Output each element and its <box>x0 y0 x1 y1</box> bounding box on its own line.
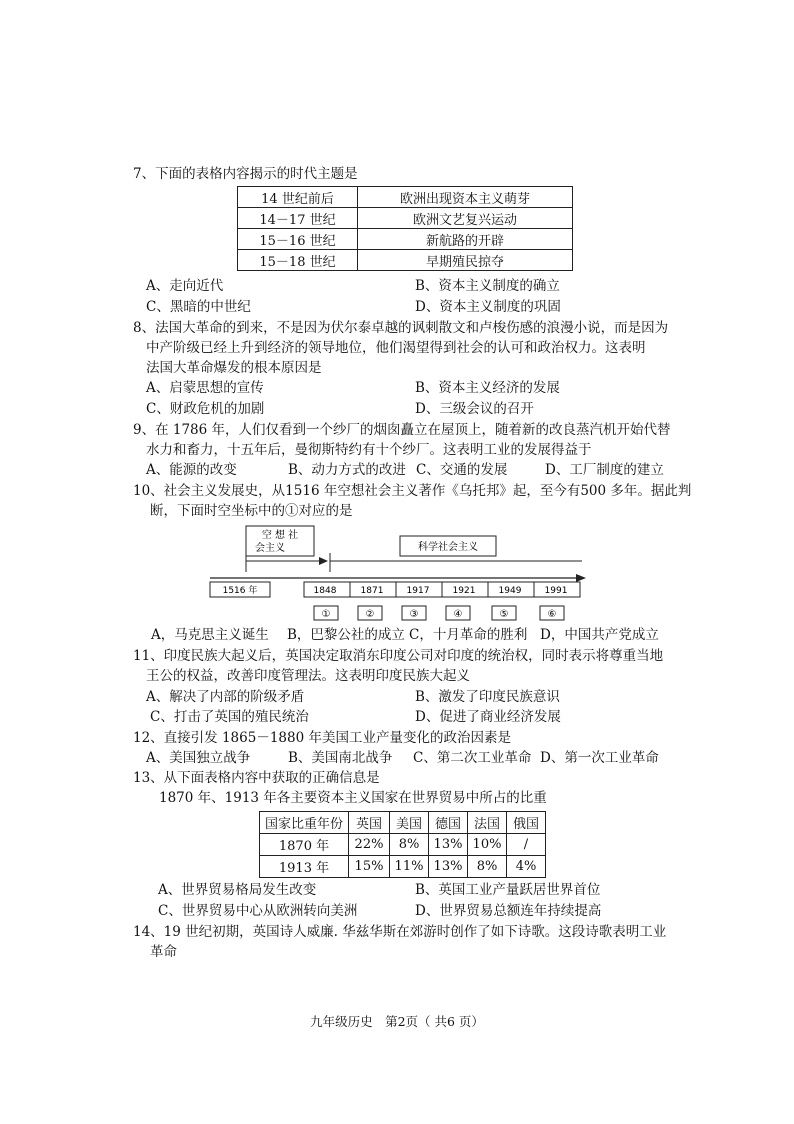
q13-stem: 13、从下面表格内容中获取的正确信息是 <box>133 770 380 786</box>
q13-table-caption: 1870 年、1913 年各主要资本主义国家在世界贸易中所占的比重 <box>159 790 547 806</box>
q9-line-2: 水力和畜力，十五年后，曼彻斯特约有十个纱厂。这表明工业的发展得益于 <box>146 442 592 458</box>
utopian-label-2: 会主义 <box>255 543 285 554</box>
q13-option-d: D、世界贸易总额连年持续提高 <box>415 903 602 919</box>
year-label: 1917 <box>406 586 430 596</box>
q11-option-b: B、激发了印度民族意识 <box>415 689 560 705</box>
q9-option-d: D、工厂制度的建立 <box>545 462 664 478</box>
q9-option-b: B、动力方式的改进 <box>288 462 406 478</box>
q8-option-b: B、资本主义经济的发展 <box>415 380 560 396</box>
table-row: 1913 年 15% 11% 13% 8% 4% <box>260 856 546 878</box>
marker-label: ③ <box>409 609 419 620</box>
q12-option-a: A、美国独立战争 <box>146 750 251 766</box>
q10-line-1: 10、社会主义发展史，从1516 年空想社会主义著作《乌托邦》起，至今有500 多年。据此判 <box>133 483 692 499</box>
q8-option-a: A、启蒙思想的宣传 <box>146 380 264 396</box>
q12-option-d: D、第一次工业革命 <box>540 750 659 766</box>
q14-line-2: 革命 <box>150 944 177 960</box>
marker-label: ② <box>365 609 375 620</box>
year-label: 1991 <box>544 586 568 596</box>
table-row: 14 世纪前后 欧洲出现资本主义萌芽 <box>238 187 573 208</box>
q13-option-c: C、世界贸易中心从欧洲转向美洲 <box>158 903 358 919</box>
page-footer: 九年级历史 第2页（ 共6 页） <box>310 1014 484 1029</box>
marker-label: ⑥ <box>547 609 557 620</box>
marker-label: ⑤ <box>499 609 509 620</box>
q10-option-a: A，马克思主义诞生 <box>151 627 269 643</box>
q10-option-c: C，十月革命的胜利 <box>409 627 528 643</box>
q13-option-a: A、世界贸易格局发生改变 <box>158 882 317 898</box>
year-label: 1848 <box>313 586 337 596</box>
year-1516-label: 1516 年 <box>222 586 258 596</box>
q8-line-1: 8、法国大革命的到来，不是因为伏尔泰卓越的讽刺散文和卢梭伤感的浪漫小说，而是因为 <box>133 320 669 336</box>
year-label: 1921 <box>452 586 476 596</box>
utopian-label-1: 空 想 社 <box>261 530 299 541</box>
q7-stem: 7、下面的表格内容揭示的时代主题是 <box>133 166 358 182</box>
q7-option-d: D、资本主义制度的巩固 <box>415 299 561 315</box>
q10-line-2: 断，下面时空坐标中的①对应的是 <box>150 503 353 519</box>
q11-line-2: 王公的权益，改善印度管理法。这表明印度民族大起义 <box>146 668 470 684</box>
timeline-diagram <box>200 520 600 630</box>
q11-option-c: C、打击了英国的殖民统治 <box>150 709 309 725</box>
q14-line-1: 14、19 世纪初期，英国诗人威廉. 华兹华斯在郊游时创作了如下诗歌。这段诗歌表明工业 <box>133 924 667 940</box>
marker-label: ① <box>321 609 331 620</box>
q8-option-d: D、三级会议的召开 <box>415 401 534 417</box>
timeline-arrowhead <box>576 574 586 582</box>
q10-option-d: D，中国共产党成立 <box>540 627 659 643</box>
table-row: 国家比重年份 英国 美国 德国 法国 俄国 <box>260 812 546 834</box>
scientific-label: 科学社会主义 <box>418 542 478 553</box>
q7-option-c: C、黑暗的中世纪 <box>146 299 251 315</box>
utopian-arrowhead <box>319 557 328 565</box>
table-row: 14－17 世纪 欧洲文艺复兴运动 <box>238 208 573 229</box>
year-label: 1871 <box>360 586 384 596</box>
q7-table <box>237 186 573 271</box>
table-row: 15－18 世纪 早期殖民掠夺 <box>238 250 573 271</box>
table-row: 15－16 世纪 新航路的开辟 <box>238 229 573 250</box>
q11-option-d: D、促进了商业经济发展 <box>415 709 561 725</box>
q11-line-1: 11、印度民族大起义后，英国决定取消东印度公司对印度的统治权，同时表示将尊重当地 <box>133 648 664 664</box>
q9-option-c: C、交通的发展 <box>416 462 508 478</box>
q8-option-c: C、财政危机的加剧 <box>146 401 265 417</box>
q8-line-3: 法国大革命爆发的根本原因是 <box>146 360 322 376</box>
q12-stem: 12、直接引发 1865－1880 年美国工业产量变化的政治因素是 <box>133 730 511 746</box>
q12-option-c: C、第二次工业革命 <box>413 750 532 766</box>
q7-option-a: A、走向近代 <box>146 278 224 294</box>
q13-option-b: B、英国工业产量跃居世界首位 <box>415 882 601 898</box>
table-row: 1870 年 22% 8% 13% 10% / <box>260 834 546 856</box>
q11-option-a: A、解决了内部的阶级矛盾 <box>146 689 305 705</box>
q12-option-b: B、美国南北战争 <box>288 750 393 766</box>
q8-line-2: 中产阶级已经上升到经济的领导地位，他们渴望得到社会的认可和政治权力。这表明 <box>146 340 646 356</box>
q7-option-b: B、资本主义制度的确立 <box>415 278 560 294</box>
q10-option-b: B，巴黎公社的成立 <box>287 627 405 643</box>
q13-table <box>259 811 546 878</box>
q9-line-1: 9、在 1786 年，人们仅看到一个纱厂的烟囱矗立在屋顶上，随着新的改良蒸汽机开始代替 <box>133 422 671 438</box>
q9-option-a: A、能源的改变 <box>146 462 237 478</box>
marker-label: ④ <box>453 609 463 620</box>
year-label: 1949 <box>498 586 522 596</box>
